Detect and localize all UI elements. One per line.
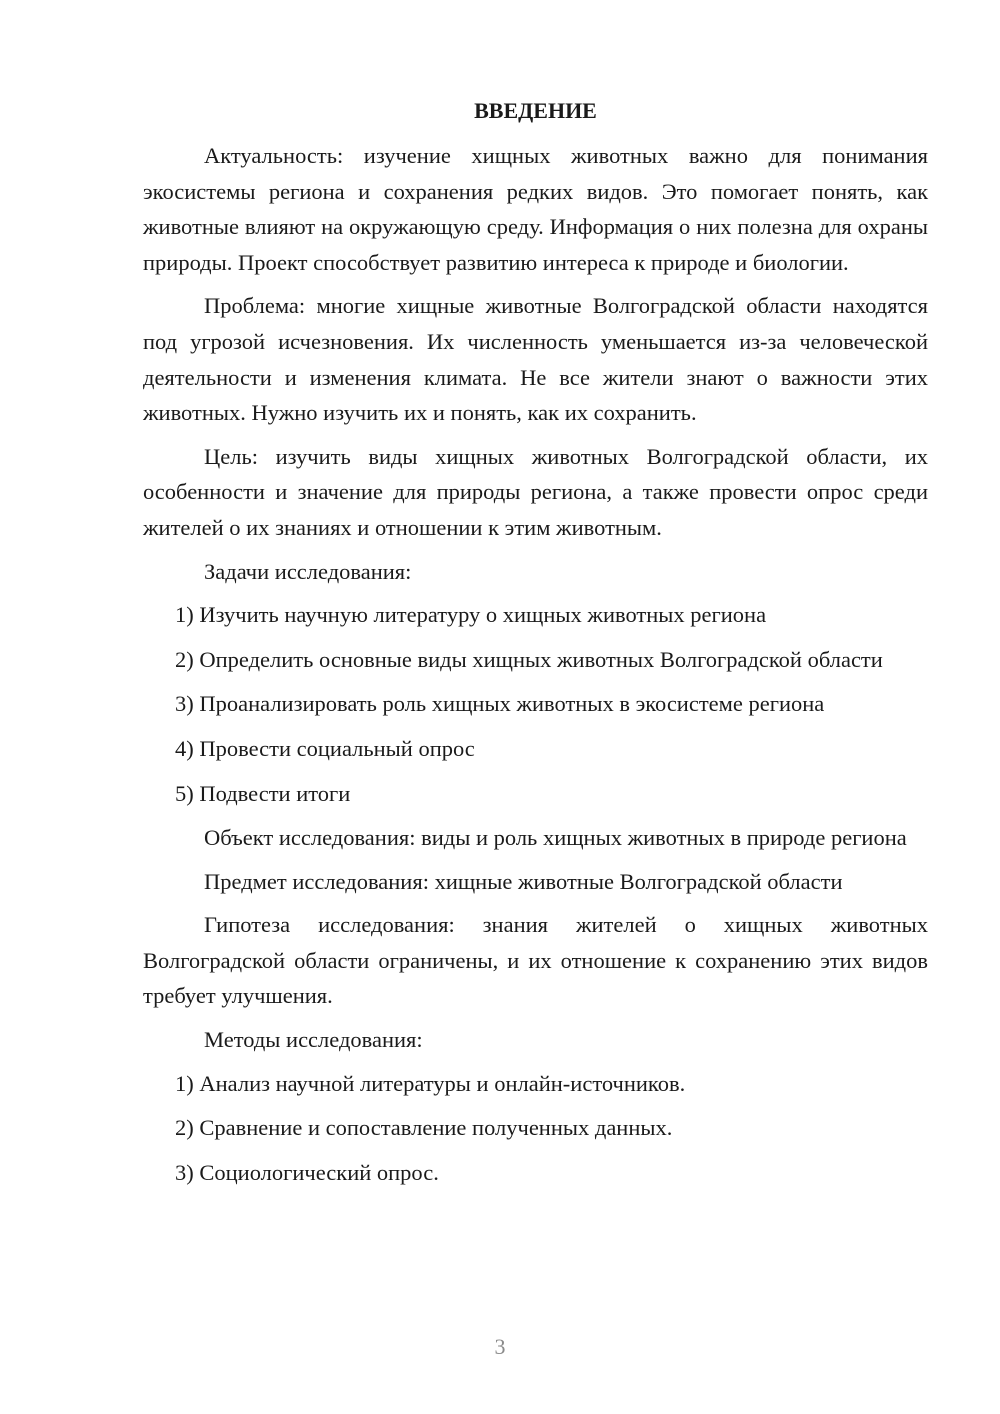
section-title: ВВЕДЕНИЕ: [474, 98, 597, 123]
task-item: 3) Проанализировать роль хищных животных в экосистеме региона: [175, 691, 825, 717]
page-content: [143, 96, 928, 1199]
task-item: 2) Определить основные виды хищных животных Волгоградской области: [175, 646, 883, 672]
methods-heading: Методы исследования:: [204, 1027, 423, 1053]
goal-paragraph: Цель: изучить виды хищных животных Волгоградской области, их особенности и значение для природы региона, а также провести опрос среди жителей о их знаниях и отношении к этим животным.: [143, 443, 928, 540]
task-item: 1) Изучить научную литературу о хищных животных региона: [175, 602, 767, 628]
page-number: 3: [494, 1334, 506, 1359]
tasks-heading: Задачи исследования:: [204, 558, 412, 584]
subject-paragraph: Предмет исследования: хищные животные Волгоградской области: [204, 868, 843, 894]
hypothesis-paragraph: Гипотеза исследования: знания жителей о хищных животных Волгоградской области ограничены, и их отношение к сохранению этих видов требует улучшения.: [143, 912, 928, 1009]
method-item: 2) Сравнение и сопоставление полученных данных.: [175, 1115, 673, 1141]
relevance-paragraph: Актуальность: изучение хищных животных важно для понимания экосистемы региона и сохранения редких видов. Это помогает понять, как животные влияют на окружающую среду. Информация о них полезна для охраны природы. Проект способствует развитию интереса к природе и биологии.: [143, 143, 928, 275]
problem-paragraph: Проблема: многие хищные животные Волгоградской области находятся под угрозой исчезновения. Их численность уменьшается из-за человеческой деятельности и изменения климата. Не все жители знают о важности этих животных. Нужно изучить их и понять, как их сохранить.: [143, 293, 928, 426]
object-paragraph: Объект исследования: виды и роль хищных животных в природе региона: [204, 825, 907, 851]
method-item: 1) Анализ научной литературы и онлайн-источников.: [175, 1070, 686, 1096]
task-item: 5) Подвести итоги: [175, 780, 351, 806]
method-item: 3) Социологический опрос.: [175, 1159, 439, 1185]
task-item: 4) Провести социальный опрос: [175, 735, 475, 761]
